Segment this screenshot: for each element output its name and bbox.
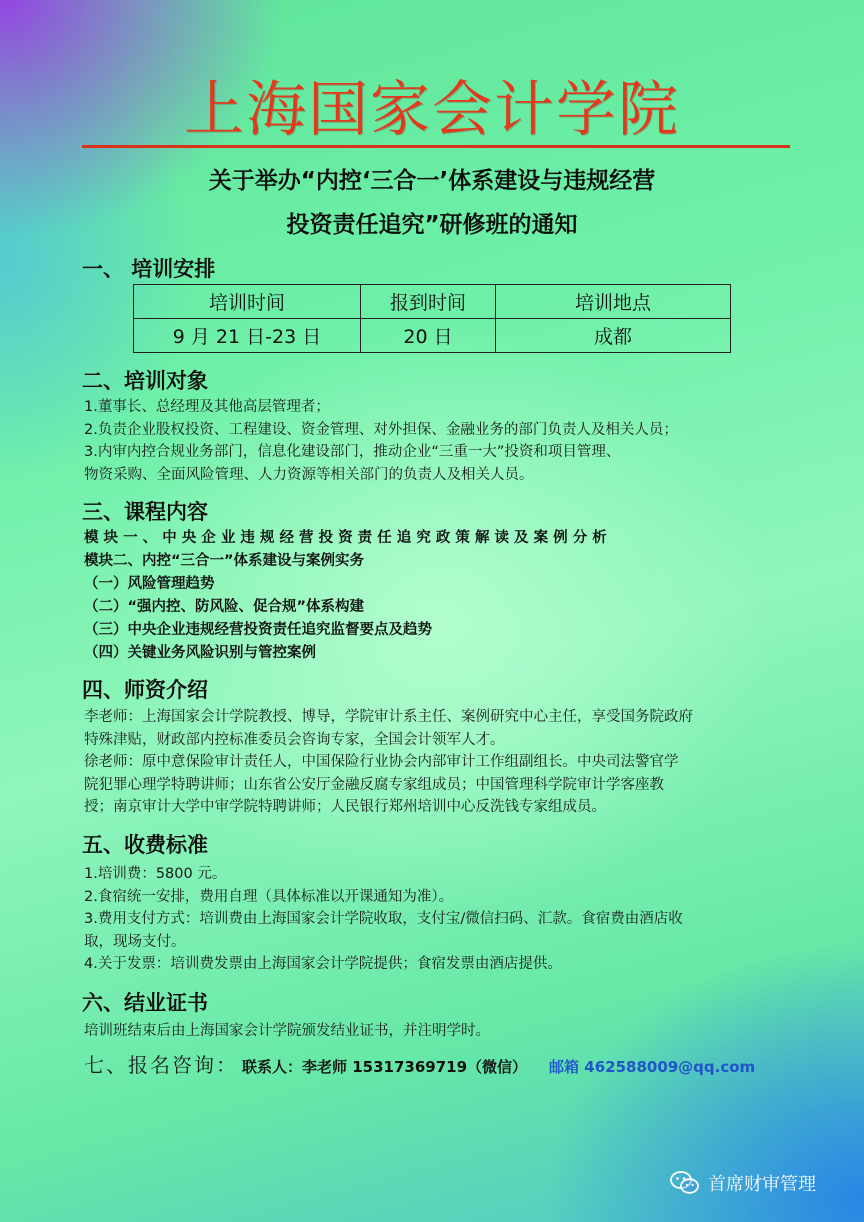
watermark: [670, 1170, 816, 1196]
table-header-cell: 培训时间: [134, 285, 361, 319]
list-item: 1.培训费：5800 元。: [84, 866, 227, 882]
list-item: （四）关键业务风险识别与管控案例: [84, 645, 316, 661]
signup-label: 七、报名咨询：: [84, 1053, 238, 1077]
faculty-line: 李老师：上海国家会计学院教授、博导，学院审计系主任、案例研究中心主任，享受国务院政府: [84, 709, 693, 725]
notice-subtitle-line1: 关于举办“内控‘三合一’体系建设与违规经营: [208, 168, 656, 194]
watermark-text: 首席财审管理: [708, 1174, 816, 1195]
table-header-row: [134, 285, 731, 319]
list-item: 4.关于发票：培训费发票由上海国家会计学院提供；食宿发票由酒店提供。: [84, 956, 562, 972]
contact-info: 联系人：李老师 15317369719（微信）: [242, 1058, 528, 1076]
faculty-paragraph: [84, 706, 784, 819]
list-item: （三）中央企业违规经营投资责任追究监督要点及趋势: [84, 622, 432, 638]
faculty-line: 授；南京审计大学中审学院特聘讲师；人民银行郑州培训中心反洗钱专家组成员。: [84, 799, 606, 815]
wechat-icon: [670, 1170, 700, 1196]
signup-line: [84, 1049, 755, 1078]
list-item: 取，现场支付。: [84, 933, 186, 950]
table-row: [134, 319, 731, 353]
list-item: 1.董事长、总经理及其他高层管理者；: [84, 399, 330, 415]
schedule-table: [133, 284, 731, 353]
section-heading-course: 三、课程内容: [82, 500, 208, 524]
page-title: 上海国家会计学院: [184, 75, 680, 145]
certificate-text: [84, 1020, 784, 1043]
section-heading-fees: 五、收费标准: [82, 833, 208, 857]
faculty-line: 特殊津贴，财政部内控标准委员会咨询专家，全国会计领军人才。: [84, 731, 505, 748]
section-heading-faculty: 四、师资介绍: [82, 678, 208, 702]
table-header-cell: 报到时间: [361, 285, 496, 319]
list-item: （一）风险管理趋势: [84, 576, 215, 592]
list-item: 2.食宿统一安排，费用自理（具体标准以开课通知为准）。: [84, 888, 454, 905]
certificate-line: 培训班结束后由上海国家会计学院颁发结业证书，并注明学时。: [84, 1023, 490, 1039]
list-item: 3.费用支付方式：培训费由上海国家会计学院收取，支付宝/微信扫码、汇款。食宿费由酒店收: [84, 911, 683, 927]
table-header-cell: 培训地点: [496, 285, 731, 319]
section-heading-audience: 二、培训对象: [82, 369, 208, 393]
title-divider: [82, 145, 790, 148]
section-heading-certificate: 六、结业证书: [82, 991, 208, 1015]
list-item: 物资采购、全面风险管理、人力资源等相关部门的负责人及相关人员。: [84, 466, 534, 483]
list-item: 3.内审内控合规业务部门，信息化建设部门，推动企业“三重一大”投资和项目管理、: [84, 444, 621, 460]
notice-subtitle-line2: 投资责任追究”研修班的通知: [286, 212, 578, 238]
table-cell-checkin: 20 日: [361, 319, 496, 353]
table-cell-location: 成都: [496, 319, 731, 353]
faculty-line: 院犯罪心理学特聘讲师；山东省公安厅金融反腐专家组成员；中国管理科学院审计学客座教: [84, 776, 664, 793]
audience-list: [84, 396, 784, 486]
fees-list: [84, 863, 784, 976]
email-address: 邮箱 462588009@qq.com: [549, 1058, 756, 1076]
list-item: （二）“强内控、防风险、促合规”体系构建: [84, 599, 365, 615]
list-item: 2.负责企业股权投资、工程建设、资金管理、对外担保、金融业务的部门负责人及相关人员；: [84, 421, 678, 438]
table-cell-date: 9 月 21 日-23 日: [134, 319, 361, 353]
course-module-2: 模块二、内控“三合一”体系建设与案例实务: [84, 553, 365, 569]
faculty-line: 徐老师：原中意保险审计责任人，中国保险行业协会内部审计工作组副组长。中央司法警官学: [84, 754, 679, 770]
course-module-1: 模 块 一 、 中 央 企 业 违 规 经 营 投 资 责 任 追 究 政 策 解 读 及 案 例 分 析: [84, 530, 607, 546]
section-heading-schedule: 一、 培训安排: [82, 257, 216, 281]
